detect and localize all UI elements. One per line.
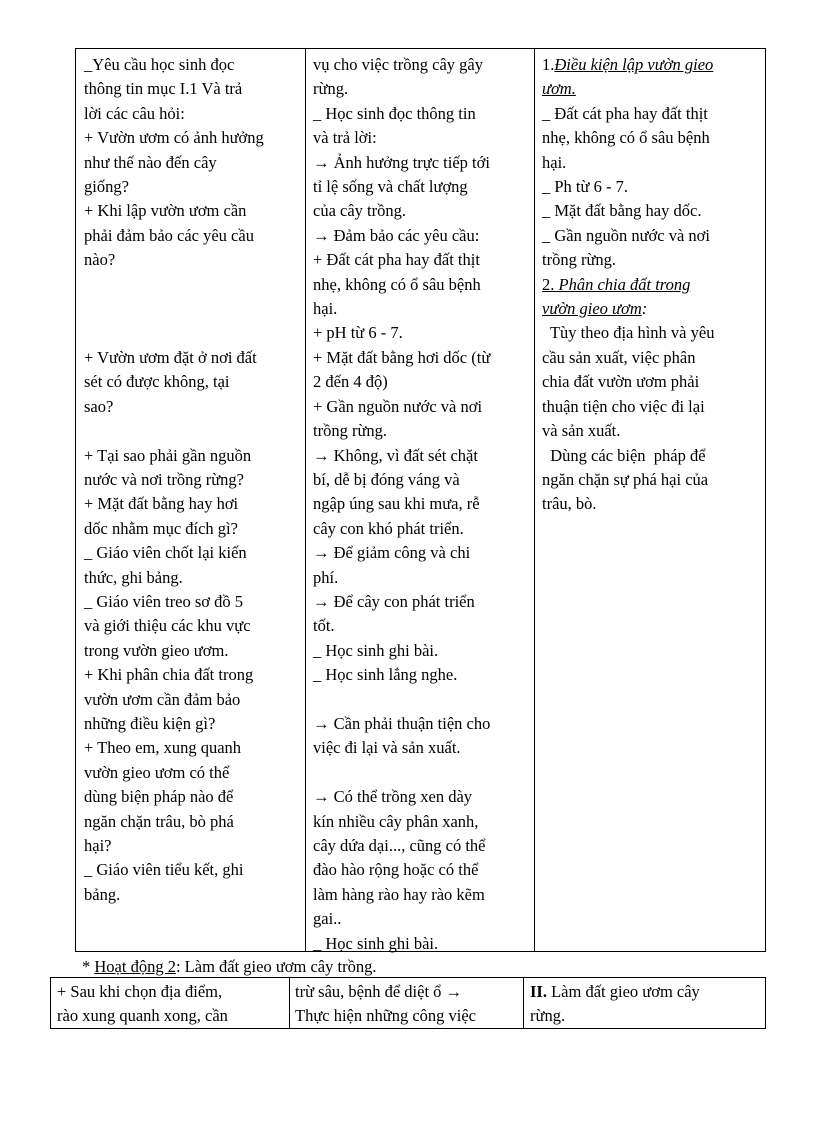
text-line: thức, ghi bảng. bbox=[84, 567, 183, 587]
text-line: rừng. bbox=[313, 79, 349, 99]
text-line: và giới thiệu các khu vực bbox=[84, 616, 251, 636]
text-line: của cây trồng. bbox=[313, 201, 406, 221]
text-line: 2 đến 4 độ) bbox=[313, 372, 388, 392]
text-line: phải đảm bảo các yêu cầu bbox=[84, 225, 254, 245]
text-line: → Đảm bảo các yêu cầu: bbox=[313, 225, 480, 245]
teacher-activity-text bbox=[57, 980, 287, 1027]
text-line: ngập úng sau khi mưa, rễ bbox=[313, 494, 480, 514]
text-line: sét có được không, tại bbox=[84, 372, 230, 392]
text-line: bí, dễ bị đóng váng và bbox=[313, 469, 460, 489]
text-line: _ Ph từ 6 - 7. bbox=[542, 177, 628, 197]
text-line: _ Giáo viên treo sơ đồ 5 bbox=[84, 591, 244, 611]
text-line: trâu, bò. bbox=[542, 494, 597, 514]
text-line: làm hàng rào hay rào kẽm bbox=[313, 884, 485, 904]
column-divider bbox=[534, 49, 535, 951]
text-line: _ Gần nguồn nước và nơi bbox=[542, 225, 710, 245]
text-line bbox=[84, 273, 302, 297]
text-line: ngăn chặn trâu, bò phá bbox=[84, 811, 234, 831]
text-line: nhẹ, không có ổ sâu bệnh bbox=[313, 274, 481, 294]
text-line: + pH từ 6 - 7. bbox=[313, 323, 403, 343]
heading-division-cont: vườn gieo ươm: bbox=[542, 299, 648, 319]
text-line: → Để giảm công và chi bbox=[313, 543, 471, 563]
text-line: → Không, vì đất sét chặt bbox=[313, 445, 478, 465]
text-line: đào hào rộng hoặc có thể bbox=[313, 860, 479, 880]
text-line: nhẹ, không có ổ sâu bệnh bbox=[542, 128, 710, 148]
text-line bbox=[313, 761, 531, 785]
text-line: vườn gieo ươm có thể bbox=[84, 762, 230, 782]
activity-2-table bbox=[50, 977, 766, 1029]
text-line: tốt. bbox=[313, 616, 335, 636]
text-line: phí. bbox=[313, 567, 339, 587]
text-line: bảng. bbox=[84, 884, 121, 904]
text-line: thuận tiện cho việc đi lại bbox=[542, 396, 705, 416]
text-line: nước và nơi trồng rừng? bbox=[84, 469, 244, 489]
text-line: vụ cho việc trồng cây gây bbox=[313, 55, 483, 74]
teacher-activity-column bbox=[84, 53, 302, 951]
text-line: _ Giáo viên tiểu kết, ghi bbox=[84, 860, 244, 880]
text-line: sao? bbox=[84, 396, 114, 416]
text-line: _ Giáo viên chốt lại kiến bbox=[84, 543, 247, 563]
text-line: trồng rừng. bbox=[542, 250, 617, 270]
text-line bbox=[84, 297, 302, 321]
text-line: + Đất cát pha hay đất thịt bbox=[313, 250, 480, 270]
text-line: trong vườn gieo ươm. bbox=[84, 640, 229, 660]
text-line: như thế nào đến cây bbox=[84, 152, 217, 172]
heading-division: 2. Phân chia đất trong bbox=[542, 274, 691, 294]
text-line: cầu sản xuất, việc phân bbox=[542, 347, 696, 367]
text-line: vườn ươm cần đảm bảo bbox=[84, 689, 241, 709]
lesson-table bbox=[75, 48, 766, 952]
text-line: việc đi lại và sản xuất. bbox=[313, 738, 461, 758]
text-line: trừ sâu, bệnh để diệt ổ → bbox=[295, 982, 463, 1001]
teacher-activity-text bbox=[84, 53, 302, 907]
text-line: + Gần nguồn nước và nơi bbox=[313, 396, 483, 416]
text-line: dốc nhằm mục đích gì? bbox=[84, 518, 238, 538]
student-activity-column bbox=[313, 53, 531, 951]
text-line: + Theo em, xung quanh bbox=[84, 738, 242, 758]
text-line: → Ảnh hưởng trực tiếp tới bbox=[313, 152, 490, 172]
column-divider bbox=[523, 978, 524, 1028]
division-text bbox=[542, 321, 764, 516]
text-line: và sản xuất. bbox=[542, 421, 621, 441]
content-column bbox=[530, 980, 764, 1028]
column-divider bbox=[305, 49, 306, 951]
text-line: + Khi phân chia đất trong bbox=[84, 665, 254, 685]
text-line: hại. bbox=[542, 152, 567, 172]
text-line: và trả lời: bbox=[313, 128, 377, 148]
text-line: chia đất vườn ươm phải bbox=[542, 372, 700, 392]
activity-2-heading: * Hoạt động 2: Làm đất gieo ươm cây trồng. bbox=[82, 957, 377, 976]
text-line: tỉ lệ sống và chất lượng bbox=[313, 177, 468, 197]
text-line: + Mặt đất bằng hay hơi bbox=[84, 494, 239, 514]
section-title: II. Làm đất gieo ươm cây bbox=[530, 982, 700, 1001]
text-line: + Vườn ươm có ảnh hưởng bbox=[84, 128, 264, 148]
text-line: → Để cây con phát triển bbox=[313, 591, 475, 611]
heading-conditions-cont: ươm. bbox=[542, 79, 576, 99]
text-line: _Yêu cầu học sinh đọc bbox=[84, 55, 235, 74]
text-line: _ Học sinh ghi bài. bbox=[313, 640, 439, 660]
text-line: _ Mặt đất bằng hay dốc. bbox=[542, 201, 702, 221]
text-line: nào? bbox=[84, 250, 116, 270]
text-line: ngăn chặn sự phá hại của bbox=[542, 469, 709, 489]
text-line: → Cần phải thuận tiện cho bbox=[313, 713, 491, 733]
column-divider bbox=[289, 978, 290, 1028]
text-line: giống? bbox=[84, 177, 129, 197]
section-title-cont: rừng. bbox=[530, 1005, 566, 1025]
text-line: cây dứa dại..., cũng có thể bbox=[313, 836, 486, 855]
text-line: → Có thể trồng xen dày bbox=[313, 787, 473, 807]
text-line: + Tại sao phải gần nguồn bbox=[84, 445, 252, 465]
text-line: trồng rừng. bbox=[313, 421, 388, 441]
text-line: _ Học sinh lắng nghe. bbox=[313, 665, 458, 685]
text-line: kín nhiều cây phân xanh, bbox=[313, 811, 479, 831]
student-activity-text bbox=[295, 980, 521, 1027]
text-line: rào xung quanh xong, cần bbox=[57, 1005, 228, 1025]
text-line: gai.. bbox=[313, 909, 342, 929]
text-line: hại. bbox=[313, 299, 338, 319]
student-activity-column bbox=[295, 980, 521, 1028]
text-line bbox=[84, 321, 302, 345]
text-line: + Sau khi chọn địa điểm, bbox=[57, 982, 223, 1001]
text-line: thông tin mục I.1 Và trả bbox=[84, 79, 243, 99]
text-line: + Khi lập vườn ươm cần bbox=[84, 201, 247, 221]
conditions-list bbox=[542, 102, 764, 273]
text-line: Thực hiện những công việc bbox=[295, 1005, 477, 1025]
text-line: dùng biện pháp nào để bbox=[84, 787, 234, 807]
text-line: _ Học sinh đọc thông tin bbox=[313, 103, 476, 123]
text-line: _ Học sinh ghi bài. bbox=[313, 933, 439, 953]
text-line: lời các câu hỏi: bbox=[84, 103, 185, 123]
text-line: những điều kiện gì? bbox=[84, 713, 216, 733]
text-line bbox=[84, 419, 302, 443]
text-line: cây con khó phát triển. bbox=[313, 518, 464, 538]
text-line: Dùng các biện pháp để bbox=[542, 445, 706, 465]
teacher-activity-column bbox=[57, 980, 287, 1028]
heading-conditions: 1.Điều kiện lập vườn gieo bbox=[542, 55, 714, 74]
text-line: + Mặt đất bằng hơi dốc (từ bbox=[313, 347, 491, 367]
text-line: _ Đất cát pha hay đất thịt bbox=[542, 103, 708, 123]
student-activity-text bbox=[313, 53, 531, 956]
text-line: Tùy theo địa hình và yêu bbox=[542, 323, 715, 343]
text-line: + Vườn ươm đặt ở nơi đất bbox=[84, 347, 257, 367]
text-line: hại? bbox=[84, 836, 112, 855]
text-line bbox=[313, 688, 531, 712]
content-column bbox=[542, 53, 764, 951]
